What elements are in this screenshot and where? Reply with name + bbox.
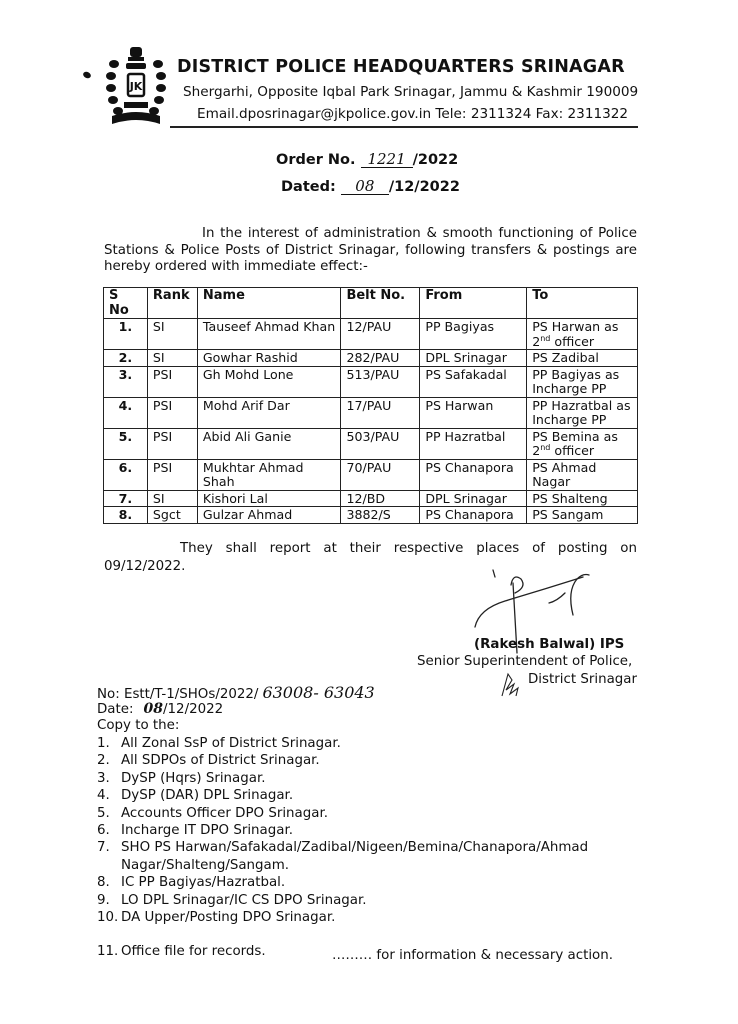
list-item <box>97 735 637 752</box>
list-item-text: Office file for records. <box>121 944 266 960</box>
reference-number-handwritten: 63008- 63043 <box>262 683 375 702</box>
cell-sno: 2. <box>104 350 148 367</box>
table-row <box>104 428 638 459</box>
to-text: PS Harwan as <box>532 319 619 334</box>
cell-sno: 6. <box>104 459 148 490</box>
cell-rank: PSI <box>147 366 197 397</box>
list-item <box>97 822 637 839</box>
to-ordinal: 2 <box>532 333 541 349</box>
cell-sno: 7. <box>104 490 148 507</box>
list-item <box>97 839 637 874</box>
cell-belt: 513/PAU <box>341 366 420 397</box>
list-item-number: 10. <box>97 910 119 926</box>
cell-name: Kishori Lal <box>197 490 341 507</box>
col-header-to: To <box>527 288 638 319</box>
cell-from: PS Harwan <box>420 397 527 428</box>
list-item-text: SHO PS Harwan/Safakadal/Zadibal/Nigeen/Bemina/Chanapora/Ahmad Nagar/Shalteng/Sangam. <box>121 840 589 873</box>
reference-label: No: Estt/T-1/SHOs/2022/ <box>97 687 259 702</box>
list-item-text: Incharge IT DPO Srinagar. <box>121 823 293 839</box>
cell-from: DPL Srinagar <box>420 350 527 367</box>
stray-mark <box>82 71 92 80</box>
list-item-text: All Zonal SsP of District Srinagar. <box>121 736 341 751</box>
list-item-text: LO DPL Srinagar/IC CS DPO Srinagar. <box>121 892 367 908</box>
to-tail: officer <box>550 333 595 349</box>
cell-rank: SI <box>147 490 197 507</box>
to-ordinal: 2 <box>532 443 541 458</box>
to-tail: officer <box>550 443 595 458</box>
list-item-number: 2. <box>97 753 110 769</box>
list-item <box>97 909 637 926</box>
report-text-line1: They shall report at their respective places of posting on <box>180 541 637 556</box>
list-item-number: 1. <box>97 736 110 751</box>
transfers-table <box>103 287 638 524</box>
intro-paragraph <box>104 226 637 276</box>
cell-from: PS Chanapora <box>420 507 527 524</box>
to-ordinal-suffix: nd <box>540 333 551 343</box>
order-label: Order No. <box>276 152 356 168</box>
list-item-number: 6. <box>97 823 110 839</box>
cell-name: Gowhar Rashid <box>197 350 341 367</box>
list-item-number: 9. <box>97 892 110 908</box>
col-header-rank: Rank <box>147 288 197 319</box>
table-row <box>104 366 638 397</box>
cell-sno: 5. <box>104 428 148 459</box>
dated-label: Dated: <box>281 179 336 195</box>
cell-name: Tauseef Ahmad Khan <box>197 319 341 350</box>
cell-from: DPL Srinagar <box>420 490 527 507</box>
cell-from: PP Bagiyas <box>420 319 527 350</box>
order-date <box>281 178 460 195</box>
cell-belt: 12/BD <box>341 490 420 507</box>
list-item-text: Accounts Officer DPO Srinagar. <box>121 805 328 821</box>
cell-to: PS Shalteng <box>527 490 638 507</box>
cell-to: PS Sangam <box>527 507 638 524</box>
cell-rank: SI <box>147 319 197 350</box>
cell-rank: SI <box>147 350 197 367</box>
list-item <box>97 770 637 787</box>
order-number-handwritten: 1221 <box>361 151 413 168</box>
report-date: 09/12/2022. <box>104 559 186 574</box>
list-item-number: 7. <box>97 840 110 856</box>
cell-to: PP Hazratbal as Incharge PP <box>527 397 638 428</box>
reference-date <box>97 701 223 717</box>
cell-belt: 70/PAU <box>341 459 420 490</box>
cell-rank: PSI <box>147 459 197 490</box>
action-note: ……… for information & necessary action. <box>332 948 613 963</box>
cell-to: PS Ahmad Nagar <box>527 459 638 490</box>
list-item <box>97 787 637 804</box>
cell-name: Gulzar Ahmad <box>197 507 341 524</box>
list-item <box>97 805 637 822</box>
list-item <box>97 752 637 769</box>
table-row <box>104 397 638 428</box>
reference-number <box>97 683 375 702</box>
cell-name: Abid Ali Ganie <box>197 428 341 459</box>
cell-name: Gh Mohd Lone <box>197 366 341 397</box>
table-row <box>104 459 638 490</box>
cell-to: PP Bagiyas as Incharge PP <box>527 366 638 397</box>
dated-day-handwritten: 08 <box>341 178 389 195</box>
copy-list <box>97 735 637 961</box>
jk-police-emblem-icon <box>104 44 168 128</box>
cell-rank: PSI <box>147 397 197 428</box>
table-row <box>104 507 638 524</box>
list-item-text: DA Upper/Posting DPO Srinagar. <box>121 910 336 926</box>
table-header-row <box>104 288 638 319</box>
col-header-from: From <box>420 288 527 319</box>
to-ordinal-suffix: nd <box>540 443 551 452</box>
table-row <box>104 350 638 367</box>
signatory-name: (Rakesh Balwal) IPS <box>474 637 625 652</box>
cell-from: PS Chanapora <box>420 459 527 490</box>
header-divider <box>170 126 638 128</box>
list-item-text: DySP (DAR) DPL Srinagar. <box>121 788 294 804</box>
cell-rank: PSI <box>147 428 197 459</box>
cell-from: PP Hazratbal <box>420 428 527 459</box>
initial-mark-icon <box>498 670 524 698</box>
cell-sno: 8. <box>104 507 148 524</box>
list-item-number: 3. <box>97 770 110 786</box>
cell-to <box>527 428 638 459</box>
office-address: Shergarhi, Opposite Iqbal Park Srinagar, Jammu & Kashmir 190009 <box>183 84 639 100</box>
order-number <box>276 151 458 168</box>
cell-belt: 12/PAU <box>341 319 420 350</box>
copy-to-label: Copy to the: <box>97 718 180 733</box>
list-item-number: 11. <box>97 944 119 960</box>
to-text: PS Bemina as <box>532 428 618 444</box>
cell-to <box>527 319 638 350</box>
reference-month-year: /12/2022 <box>163 702 224 717</box>
cell-sno: 3. <box>104 366 148 397</box>
cell-to: PS Zadibal <box>527 350 638 367</box>
col-header-name: Name <box>197 288 341 319</box>
list-item-number: 5. <box>97 805 110 821</box>
list-item-text: DySP (Hqrs) Srinagar. <box>121 770 266 786</box>
office-contact: Email.dposrinagar@jkpolice.gov.in Tele: 2311324 Fax: 2311322 <box>197 106 629 122</box>
cell-sno: 4. <box>104 397 148 428</box>
cell-belt: 282/PAU <box>341 350 420 367</box>
table-row <box>104 490 638 507</box>
office-title: DISTRICT POLICE HEADQUARTERS SRINAGAR <box>177 57 625 77</box>
table-row <box>104 319 638 350</box>
order-year: /2022 <box>412 152 459 168</box>
list-item-text: All SDPOs of District Srinagar. <box>121 753 320 769</box>
reference-day-handwritten: 08 <box>143 701 164 717</box>
reference-date-label: Date: <box>97 702 134 717</box>
intro-text: In the interest of administration & smooth functioning of Police Stations & Police Posts of District Srinagar, following transfers & postings are hereby ordered with immediate effect:- <box>104 226 637 274</box>
cell-belt: 17/PAU <box>341 397 420 428</box>
col-header-sno: S No <box>104 288 148 319</box>
list-item <box>97 874 637 891</box>
signatory-designation: Senior Superintendent of Police, <box>417 654 633 669</box>
svg-text:JK: JK <box>129 80 143 93</box>
list-item <box>97 892 637 909</box>
cell-from: PS Safakadal <box>420 366 527 397</box>
cell-rank: Sgct <box>147 507 197 524</box>
cell-belt: 3882/S <box>341 507 420 524</box>
list-item-number: 4. <box>97 788 110 804</box>
col-header-belt: Belt No. <box>341 288 420 319</box>
cell-name: Mukhtar Ahmad Shah <box>197 459 341 490</box>
list-item-number: 8. <box>97 875 110 891</box>
cell-belt: 503/PAU <box>341 428 420 459</box>
cell-sno: 1. <box>104 319 148 350</box>
cell-name: Mohd Arif Dar <box>197 397 341 428</box>
signatory-district: District Srinagar <box>528 672 637 687</box>
dated-month-year: /12/2022 <box>388 179 460 195</box>
list-item-text: IC PP Bagiyas/Hazratbal. <box>121 875 286 891</box>
